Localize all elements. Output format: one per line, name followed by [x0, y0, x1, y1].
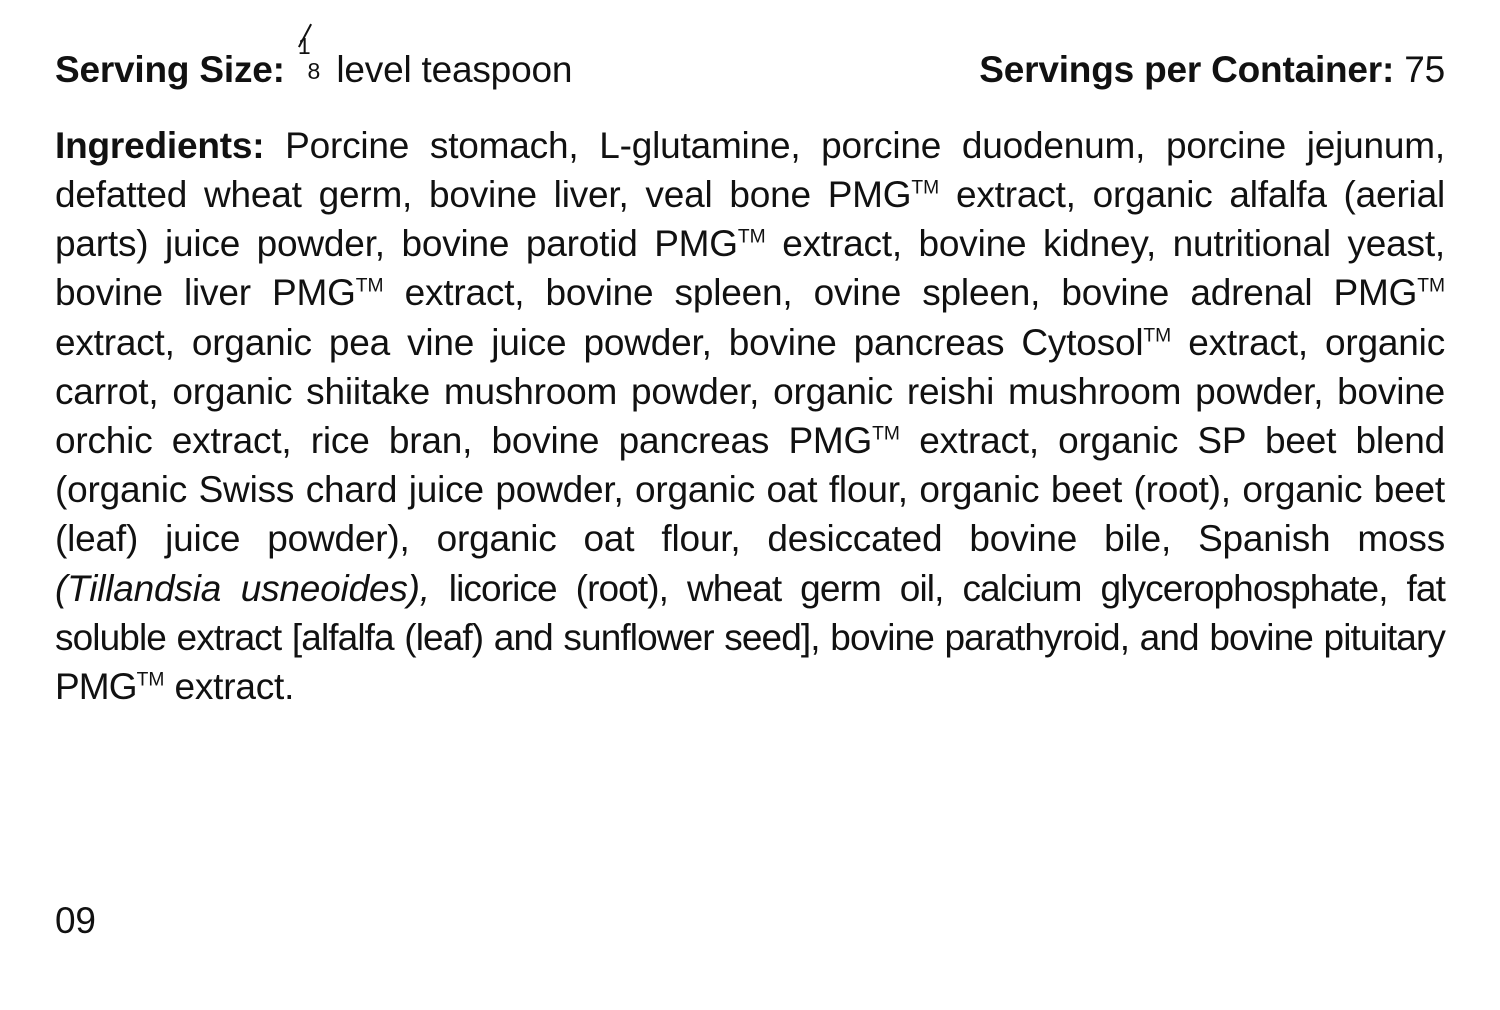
trademark-symbol: TM — [911, 177, 940, 199]
ingredients-text-1: Porcine stomach, L-glutamine, porcine duodenum, porcine jejunum, defatted wheat germ, bovine liver, veal bone PMG — [55, 124, 1445, 215]
ingredients-text-10: extract. — [164, 665, 295, 707]
trademark-symbol: TM — [1417, 275, 1446, 297]
serving-size-label: Serving Size: — [55, 49, 285, 90]
trademark-symbol: TM — [136, 669, 165, 691]
label-revision-code: 09 — [55, 900, 96, 941]
ingredients-text-2: extract, organic alfalfa (aerial parts) juice powder, bovine parotid PMG — [55, 173, 1445, 265]
ingredients-text-3: extract, bovine kidney, nutritional yeast, bovine liver PMG — [55, 223, 1445, 314]
fraction-denominator: 8 — [307, 57, 320, 84]
ingredients-text-6: extract, organic carrot, organic shiitake mushroom powder, organic reishi mushroom powder, bovine orchic extract, rice bran, bovine pancreas PMG — [55, 321, 1446, 461]
trademark-symbol: TM — [737, 226, 766, 248]
ingredients-paragraph — [55, 121, 1445, 711]
ingredients-text-9: licorice (root), wheat germ oil, calcium glycerophosphate, fat soluble extract [alfalfa (leaf) and sunflower seed], bovine parathyroid, and bovine pituitary PMG — [55, 567, 1445, 707]
fraction-numerator: 1 — [297, 33, 311, 60]
servings-per-container-label: Servings per Container: — [979, 49, 1395, 90]
serving-size — [55, 33, 573, 91]
ingredients-text-5: extract, organic pea vine juice powder, bovine pancreas Cytosol — [55, 321, 1144, 363]
ingredients-text-7: extract, organic SP beet blend (organic Swiss chard juice powder, organic oat flour, organic beet (root), organic beet (leaf) juice powder), organic oat flour, desiccated bovine bile, Spanish moss — [55, 419, 1445, 560]
trademark-symbol: TM — [1143, 325, 1172, 347]
servings-per-container-value: 75 — [1404, 49, 1445, 90]
serving-size-unit: level teaspoon — [336, 49, 573, 90]
servings-per-container — [979, 50, 1445, 91]
ingredients-botanical-name: (Tillandsia usneoides), — [55, 567, 430, 609]
serving-info-row — [55, 33, 1445, 91]
serving-size-fraction — [297, 33, 325, 84]
trademark-symbol: TM — [872, 423, 900, 445]
ingredients-text-4: extract, bovine spleen, ovine spleen, bovine adrenal PMG — [383, 272, 1418, 314]
ingredients-label: Ingredients: — [55, 124, 265, 166]
trademark-symbol: TM — [355, 275, 384, 297]
